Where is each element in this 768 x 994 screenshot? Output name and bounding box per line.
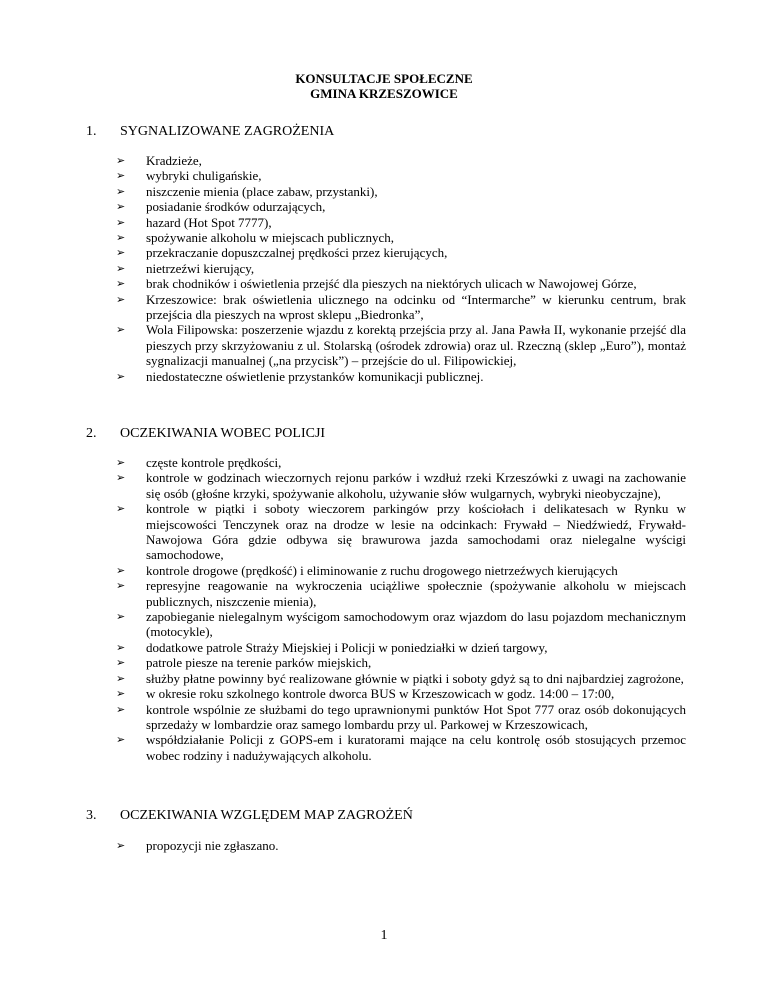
list-item: ➢ spożywanie alkoholu w miejscach publicznych, (116, 230, 395, 246)
section-list-1 (116, 153, 686, 384)
document-title: KONSULTACJE SPOŁECZNE (295, 71, 473, 86)
arrow-bullet-icon: ➢ (116, 640, 126, 654)
section-title: SYGNALIZOWANE ZAGROŻENIA (120, 124, 335, 139)
arrow-bullet-icon: ➢ (116, 369, 126, 383)
arrow-bullet-icon: ➢ (116, 184, 126, 198)
arrow-bullet-icon: ➢ (116, 702, 126, 716)
list-item: ➢ Krzeszowice: brak oświetlenia ulicznego na odcinku od “Intermarche” w kierunku centrum, brak przejścia dla pieszych na wprost sklepu „Biedronka”, (116, 291, 686, 323)
section-heading-2 (86, 426, 325, 442)
list-item: ➢ niedostateczne oświetlenie przystanków komunikacji publicznej. (116, 368, 484, 384)
arrow-bullet-icon: ➢ (116, 231, 126, 245)
list-item: ➢ Wola Filipowska: poszerzenie wjazdu z korektą przejścia przy al. Jana Pawła II, wykonanie przejść dla pieszych przy skrzyżowaniu z ul. Stolarską (ośrodek zdrowia) oraz ul. Rzeczną (sklep „Euro”), montaż sygnalizacji manualnej („na przycisk”) – przejście do ul. Filipowickiej, (116, 322, 686, 369)
list-item: ➢ patrole piesze na terenie parków miejskich, (116, 655, 372, 671)
arrow-bullet-icon: ➢ (116, 471, 126, 485)
arrow-bullet-icon: ➢ (116, 671, 126, 685)
list-item: ➢ służby płatne powinny być realizowane głównie w piątki i soboty gdyż są to dni najbardziej zagrożone, (116, 670, 684, 686)
list-item: ➢ nietrzeźwi kierujący, (116, 260, 255, 276)
arrow-bullet-icon: ➢ (116, 502, 126, 516)
list-item: ➢ dodatkowe patrole Straży Miejskiej i Policji w poniedziałki w dzień targowy, (116, 639, 548, 655)
arrow-bullet-icon: ➢ (116, 839, 126, 852)
list-item: ➢ kontrole wspólnie ze służbami do tego uprawnionymi punktów Hot Spot 777 oraz osób dokonujących sprzedaży w lombardzie oraz samego lombardu przy ul. Parkowej w Krzeszowicach, (116, 701, 686, 732)
section-list-3 (116, 838, 686, 853)
list-item: ➢ kontrole drogowe (prędkość) i eliminowanie z ruchu drogowego nietrzeźwych kierujących (116, 562, 618, 578)
list-item: ➢ kontrole w piątki i soboty wieczorem parkingów przy kościołach i delikatesach w Rynku w miejscowości Tenczynek oraz na drodze w lesie na odcinkach: Frywałd – Niedźwiedź, Frywałd- Nawojowa Góra gdzie odbywa się brawurowa jazda samochodami oraz nielegalne wyścigi samochodowe, (116, 501, 686, 563)
arrow-bullet-icon: ➢ (116, 610, 126, 624)
list-item: ➢ kontrole w godzinach wieczornych rejonu parków i wzdłuż rzeki Krzeszówki z uwagi na zachowanie się osób (głośne krzyki, spożywanie alkoholu, używanie słów wulgarnych, wybryki nieobyczajne), (116, 470, 686, 501)
arrow-bullet-icon: ➢ (116, 154, 126, 167)
arrow-bullet-icon: ➢ (116, 579, 126, 593)
arrow-bullet-icon: ➢ (116, 456, 126, 469)
section-title: OCZEKIWANIA WOBEC POLICJI (120, 426, 326, 441)
list-item: ➢ wybryki chuligańskie, (116, 168, 262, 184)
arrow-bullet-icon: ➢ (116, 656, 126, 670)
list-item: ➢ współdziałanie Policji z GOPS-em i kuratorami mające na celu kontrolę osób stosujących przemoc wobec rodziny i nadużywających alkoholu. (116, 732, 686, 763)
list-item: ➢ brak chodników i oświetlenia przejść dla pieszych na niektórych ulicach w Nawojowej Górze, (116, 276, 637, 292)
section-heading-3 (86, 808, 413, 824)
arrow-bullet-icon: ➢ (116, 323, 126, 337)
list-item: ➢ posiadanie środków odurzających, (116, 199, 326, 215)
arrow-bullet-icon: ➢ (116, 215, 126, 229)
list-item: ➢ hazard (Hot Spot 7777), (116, 214, 272, 230)
list-item: ➢ represyjne reagowanie na wykroczenia uciążliwe społecznie (spożywanie alkoholu w miejscach publicznych, niszczenie mienia), (116, 578, 686, 609)
section-number: 3. (86, 808, 97, 823)
list-item: ➢ częste kontrole prędkości, (116, 455, 282, 470)
list-item: ➢ niszczenie mienia (place zabaw, przystanki), (116, 183, 378, 199)
arrow-bullet-icon: ➢ (116, 733, 126, 747)
arrow-bullet-icon: ➢ (116, 261, 126, 275)
document-subtitle: GMINA KRZESZOWICE (310, 86, 458, 101)
section-heading-1 (86, 124, 334, 140)
list-item: ➢ w okresie roku szkolnego kontrole dworca BUS w Krzeszowicach w godz. 14:00 – 17:00, (116, 686, 615, 702)
list-item: ➢ Kradzieże, (116, 153, 202, 168)
arrow-bullet-icon: ➢ (116, 292, 126, 306)
section-list-2 (116, 455, 686, 763)
list-item: ➢ propozycji nie zgłaszano. (116, 838, 279, 853)
section-number: 2. (86, 426, 97, 441)
section-title: OCZEKIWANIA WZGLĘDEM MAP ZAGROŻEŃ (120, 808, 413, 823)
arrow-bullet-icon: ➢ (116, 200, 126, 214)
arrow-bullet-icon: ➢ (116, 169, 126, 183)
list-item: ➢ zapobieganie nielegalnym wyścigom samochodowym oraz wjazdom do lasu pojazdom mechanicznym (motocykle), (116, 609, 686, 640)
arrow-bullet-icon: ➢ (116, 687, 126, 701)
arrow-bullet-icon: ➢ (116, 246, 126, 260)
page-number: 1 (380, 928, 388, 943)
list-item: ➢ przekraczanie dopuszczalnej prędkości przez kierujących, (116, 245, 448, 261)
section-number: 1. (86, 124, 97, 139)
arrow-bullet-icon: ➢ (116, 277, 126, 291)
arrow-bullet-icon: ➢ (116, 563, 126, 577)
